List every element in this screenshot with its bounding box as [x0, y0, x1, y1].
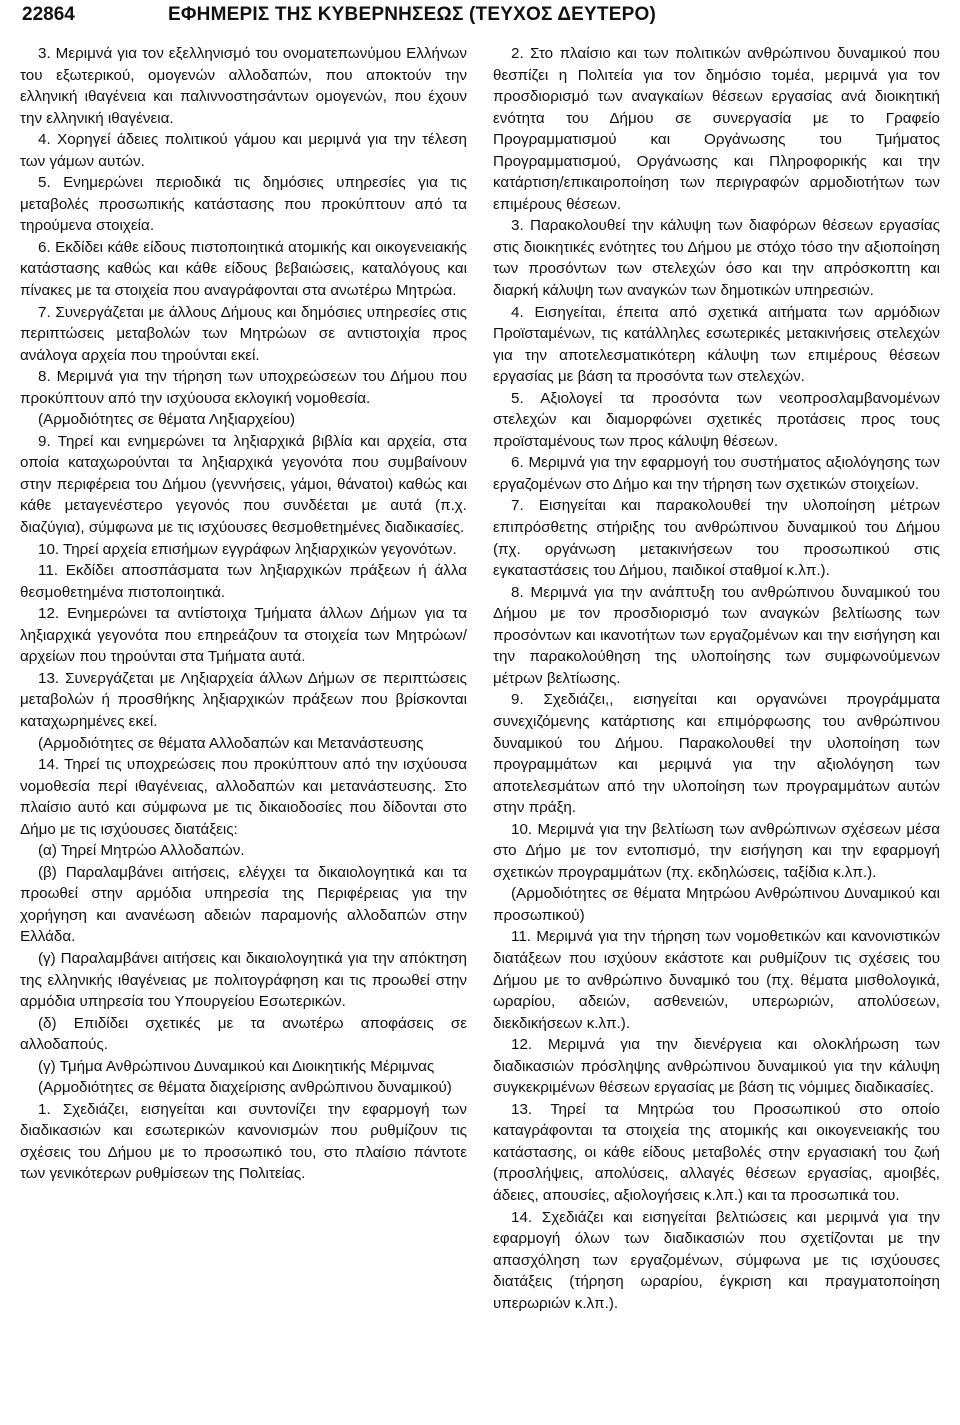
paragraph: 11. Μεριμνά για την τήρηση των νομοθετικών και κανονιστικών διατάξεων που ισχύουν εκάστοτε και ρυθμίζουν τις σχέσεις του Δήμου με το ανθρώπινο δυναμικό του (πχ. θέματα μισθολογικά, ωραρίου, αδειών, ασθενειών, υπερωριών, απολύσεων, διεκδικήσεων κ.λπ.). [493, 928, 940, 1032]
paragraph: 4. Χορηγεί άδειες πολιτικού γάμου και μεριμνά για την τέλεση των γάμων αυτών. [20, 131, 467, 170]
paragraph: 2. Στο πλαίσιο και των πολιτικών ανθρώπινου δυναμικού που θεσπίζει η Πολιτεία για τον δημόσιο τομέα, μεριμνά για τον προσδιορισμό των αναγκαίων θέσεων εργασίας ανά διοικητική ενότητα του Δήμου σε συνεργασία με το Γραφείο Προγραμματισμού και Οργάνωσης του Τμήματος Προγραμματισμού, Οργάνωσης και Πληροφορικής και την κατάρτιση/επικαιροποίηση των περιγραφών αρμοδιοτήτων των επιμέρους θέσεων. [493, 45, 940, 213]
paragraph: (δ) Επιδίδει σχετικές με τα ανωτέρω αποφάσεις σε αλλοδαπούς. [20, 1014, 467, 1054]
paragraph: (Αρμοδιότητες σε θέματα Μητρώου Ανθρώπινου Δυναμικού και προσωπικού) [493, 885, 940, 924]
gazette-title: ΕΦΗΜΕΡΙΣ ΤΗΣ ΚΥΒΕΡΝΗΣΕΩΣ (ΤΕΥΧΟΣ ΔΕΥΤΕΡΟ) [168, 4, 656, 25]
paragraph: 12. Ενημερώνει τα αντίστοιχα Τμήματα άλλων Δήμων για τα ληξιαρχικά γεγονότα που επηρεάζουν τα στοιχεία των Μητρώων/αρχείων που τηρούνται στα Τμήματα αυτά. [20, 605, 467, 666]
paragraph: 9. Σχεδιάζει,, εισηγείται και οργανώνει προγράμματα συνεχιζόμενης κατάρτισης και επιμόρφωσης του ανθρώπινου δυναμικού του Δήμου. Παρακολουθεί την υλοποίηση των προγραμμάτων και μεριμνά για την αξιολόγηση των αποτελεσμάτων από την υλοποίηση των προγραμμάτων αυτών στην πράξη. [493, 691, 940, 817]
right-column [493, 43, 940, 1314]
paragraph: 10. Τηρεί αρχεία επισήμων εγγράφων ληξιαρχικών γεγονότων. [38, 540, 457, 558]
paragraph: 1. Σχεδιάζει, εισηγείται και συντονίζει την εφαρμογή των διαδικασιών και εσωτερικών κανονισμών που ρυθμίζουν τις σχέσεις του Δήμου με το προσωπικό του, στο πλαίσιο πάντοτε των γενικότερων ρυθμίσεων της Πολιτείας. [20, 1100, 467, 1183]
page-header [20, 0, 940, 40]
paragraph: (Αρμοδιότητες σε θέματα Αλλοδαπών και Μετανάστευσης [38, 734, 424, 752]
paragraph: 4. Εισηγείται, έπειτα από σχετικά αιτήματα των αρμόδιων Προϊσταμένων, τις κατάλληλες εσωτερικές μετακινήσεις στελεχών για την αποτελεσματικότερη κάλυψη των επιμέρους θέσεων εργασίας με βάση τα προσόντα των στελεχών. [493, 303, 940, 386]
left-column [20, 43, 467, 1314]
paragraph: 13. Τηρεί τα Μητρώα του Προσωπικού στο οποίο καταγράφονται τα στοιχεία της ατομικής και οικογενειακής του κατάστασης, οι κάθε είδους μεταβολές στην εργασιακή του ζωή (προσλήψεις, απολύσεις, αλλαγές θέσεων εργασίας, αμοιβές, άδειες, απουσίες, αξιολογήσεις κ.λπ.) και τα προσωπικά του. [493, 1100, 940, 1204]
paragraph: 7. Συνεργάζεται με άλλους Δήμους και δημόσιες υπηρεσίες στις περιπτώσεις μεταβολών των Μητρώων σε αντιστοιχία προς ανάλογα αρχεία που τηρούνται εκεί. [20, 303, 467, 364]
paragraph: 7. Εισηγείται και παρακολουθεί την υλοποίηση μέτρων επιπρόσθετης στήριξης του ανθρώπινου δυναμικού του Δήμου (πχ. οργάνωση μετακινήσεων του προσωπικού στις εγκαταστάσεις του Δήμου, παιδικοί σταθμοί κ.λπ.). [493, 497, 940, 580]
paragraph: (Αρμοδιότητες σε θέματα διαχείρισης ανθρώπινου δυναμικού) [38, 1079, 452, 1097]
paragraph: 11. Εκδίδει αποσπάσματα των ληξιαρχικών πράξεων ή άλλα θεσμοθετημένα πιστοποιητικά. [20, 562, 467, 601]
paragraph: 14. Τηρεί τις υποχρεώσεις που προκύπτουν από την ισχύουσα νομοθεσία περί ιθαγένειας, αλλοδαπών και μετανάστευσης. Στο πλαίσιο αυτό και σύμφωνα με τις δικαιοδοσίες που δίδονται στο Δήμο με τις ισχύουσες διατάξεις: [20, 756, 467, 838]
paragraph: 8. Μεριμνά για την τήρηση των υποχρεώσεων του Δήμου που προκύπτουν από την ισχύουσα εκλογική νομοθεσία. [20, 368, 467, 407]
paragraph: 12. Μεριμνά για την διενέργεια και ολοκλήρωση των διαδικασιών πρόσληψης ανθρώπινου δυναμικού για την κάλυψη συγκεκριμένων θέσεων εργασίας με βάση τις νόμιμες διαδικασίες. [493, 1036, 940, 1097]
paragraph: (γ) Τμήμα Ανθρώπινου Δυναμικού και Διοικητικής Μέριμνας [38, 1057, 435, 1075]
paragraph: 9. Τηρεί και ενημερώνει τα ληξιαρχικά βιβλία και αρχεία, στα οποία καταχωρούνται τα ληξιαρχικά γεγονότα που συμβαίνουν στην περιφέρεια του Δήμου (γεννήσεις, γάμοι, θάνατοι) καθώς και κάθε μεταγενέστερο γεγονός που συνδέεται με αυτά (π.χ. διαζύγια), σύμφωνα με τις ισχύουσες θεσμοθετημένες διαδικασίες. [20, 432, 467, 537]
paragraph: 13. Συνεργάζεται με Ληξιαρχεία άλλων Δήμων σε περιπτώσεις μεταβολών ή προσθήκης ληξιαρχικών πράξεων που βρίσκονται καταχωρημένες εκεί. [20, 669, 467, 730]
paragraph: (γ) Παραλαμβάνει αιτήσεις και δικαιολογητικά για την απόκτηση της ελληνικής ιθαγένειας με πολιτογράφηση και τις προωθεί στην αρμόδια υπηρεσία του Υπουργείου Εσωτερικών. [20, 949, 467, 1011]
paragraph: (α) Τηρεί Μητρώο Αλλοδαπών. [38, 842, 245, 860]
paragraph: 5. Αξιολογεί τα προσόντα των νεοπροσλαμβανομένων στελεχών και διαμορφώνει σχετικές προτάσεις προς τους προϊσταμένους των προς κάλυψη θέσεων. [493, 389, 940, 450]
paragraph: 6. Εκδίδει κάθε είδους πιστοποιητικά ατομικής και οικογενειακής κατάστασης καθώς και κάθε είδους βεβαιώσεις, καταλόγους και πίνακες με τα στοιχεία που αναγράφονται στα ανωτέρω Μητρώα. [20, 238, 467, 300]
paragraph: 8. Μεριμνά για την ανάπτυξη του ανθρώπινου δυναμικού του Δήμου με τον προσδιορισμό των αναγκών βελτίωσης των προσόντων και ικανοτήτων των εργαζομένων και την εισήγηση και την παρακολούθηση της υλοποίησης των συμφωνούμενων μέτρων βελτίωσης. [493, 583, 940, 687]
paragraph: 6. Μεριμνά για την εφαρμογή του συστήματος αξιολόγησης των εργαζομένων στο Δήμο και την τήρηση των σχετικών στοιχείων. [493, 454, 940, 493]
paragraph: 5. Ενημερώνει περιοδικά τις δημόσιες υπηρεσίες για τις μεταβολές προσωπικής κατάστασης που προκύπτουν από τα τηρούμενα στοιχεία. [20, 174, 467, 235]
paragraph: 10. Μεριμνά για την βελτίωση των ανθρώπινων σχέσεων μέσα στο Δήμο με τον εντοπισμό, την εισήγηση και την εφαρμογή σχετικών προγραμμάτων (πχ. εκδηλώσεις, ταξίδια κ.λπ.). [493, 820, 940, 881]
page-number: 22864 [22, 4, 75, 25]
paragraph: (Αρμοδιότητες σε θέματα Ληξιαρχείου) [38, 411, 296, 429]
text-columns [20, 43, 940, 1314]
paragraph: 14. Σχεδιάζει και εισηγείται βελτιώσεις και μεριμνά για την εφαρμογή όλων των διαδικασιών που σχετίζονται με την απασχόληση των εργαζομένων, σύμφωνα με τις ισχύουσες διατάξεις (τήρηση ωραρίου, έγκριση και πραγματοποίηση υπερωριών κ.λπ.). [493, 1208, 940, 1312]
paragraph: (β) Παραλαμβάνει αιτήσεις, ελέγχει τα δικαιολογητικά και τα προωθεί στην αρμόδια υπηρεσία της Περιφέρειας για την χορήγηση και ανανέωση αδειών παραμονής αλλοδαπών στην Ελλάδα. [20, 863, 467, 946]
paragraph: 3. Παρακολουθεί την κάλυψη των διαφόρων θέσεων εργασίας στις διοικητικές ενότητες του Δήμου με στόχο τόσο την αξιοποίηση των προσόντων των στελεχών όσο και την απρόσκοπτη και διαρκή κάλυψη των αναγκών των δημοτικών υπηρεσιών. [493, 217, 940, 300]
paragraph: 3. Μεριμνά για τον εξελληνισμό του ονοματεπωνύμου Ελλήνων του εξωτερικού, ομογενών αλλοδαπών, που αποκτούν την ελληνική ιθαγένεια και παλιννοστησάντων ομογενών, που έχουν την ελληνική ιθαγένεια. [20, 45, 467, 127]
